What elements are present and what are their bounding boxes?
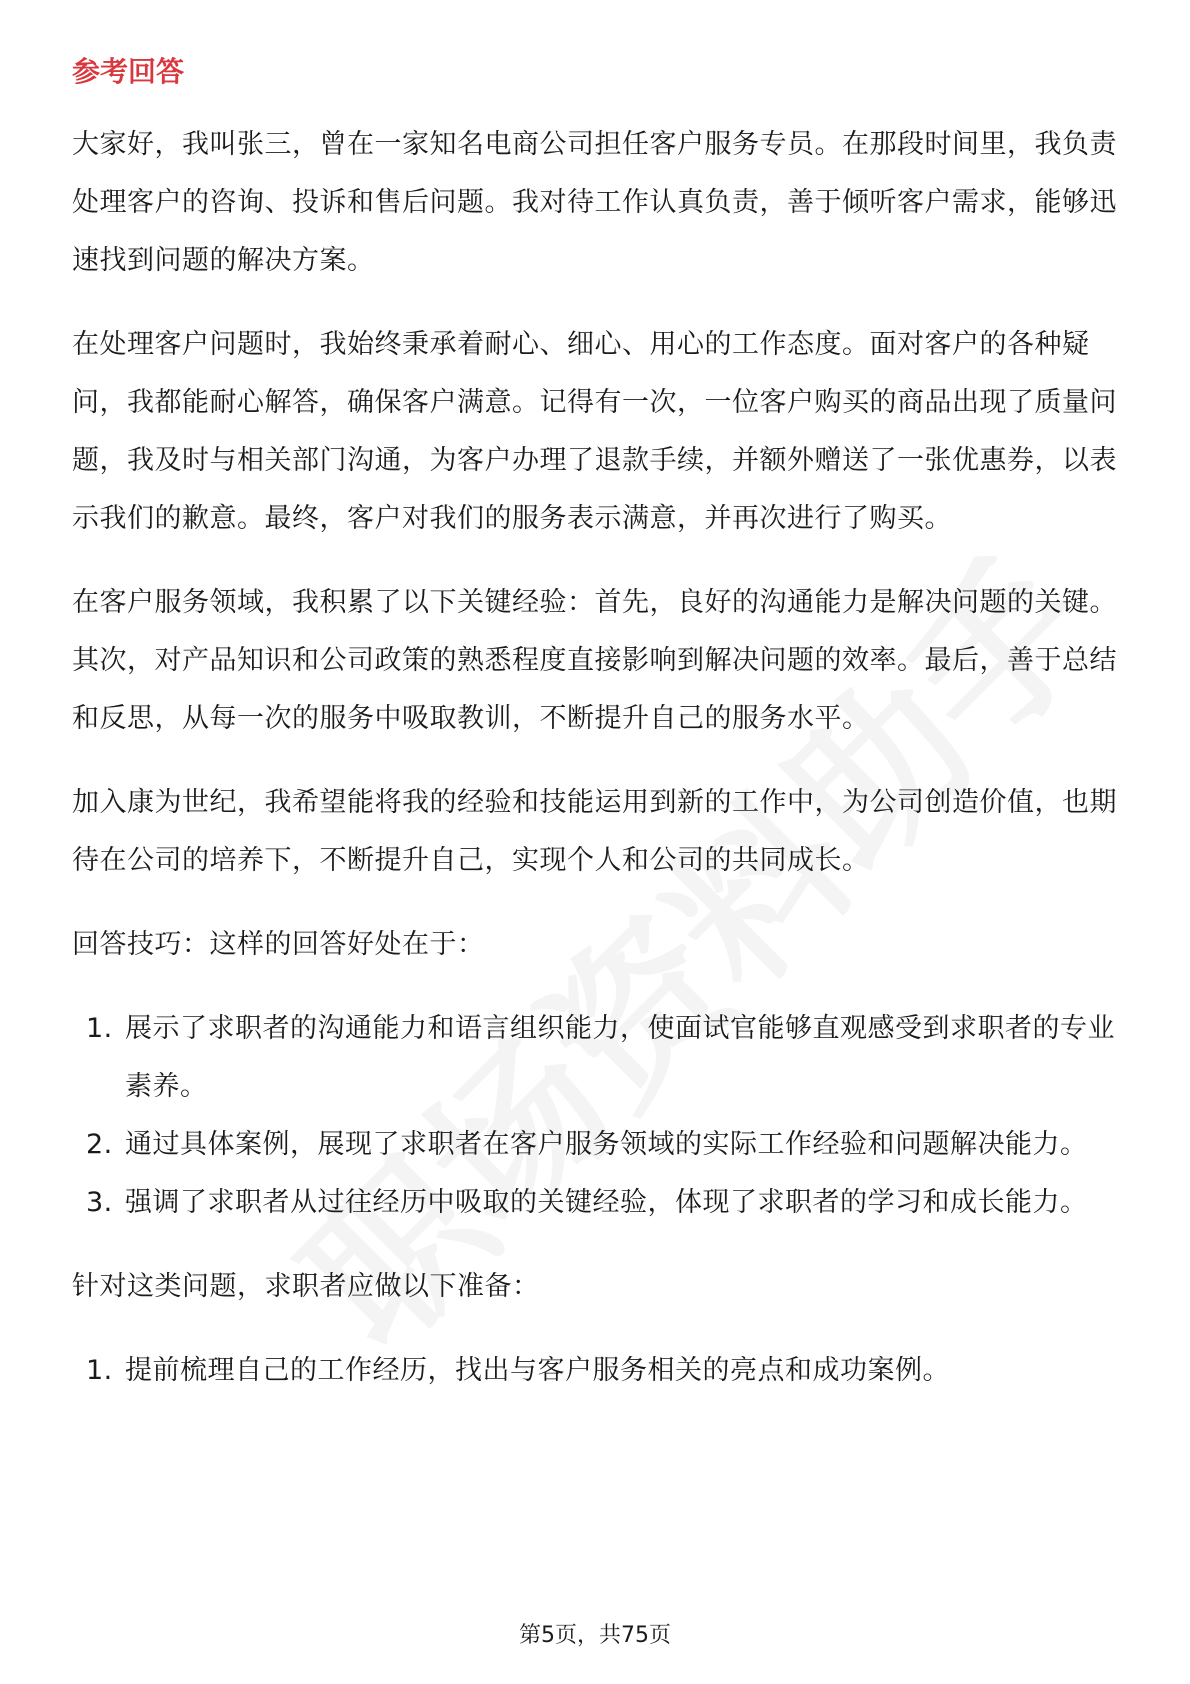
answer-paragraph-3: 在客户服务领域，我积累了以下关键经验：首先，良好的沟通能力是解决问题的关键。其次，对产品知识和公司政策的熟悉程度直接影响到解决问题的效率。最后，善于总结和反思，从每一次的服务中吸取教训，不断提升自己的服务水平。 bbox=[72, 587, 1117, 734]
list-item bbox=[72, 1174, 1120, 1232]
list-text: 强调了求职者从过往经历中吸取的关键经验，体现了求职者的学习和成长能力。 bbox=[125, 1187, 1088, 1218]
list-text: 通过具体案例，展现了求职者在客户服务领域的实际工作经验和问题解决能力。 bbox=[125, 1129, 1088, 1160]
answer-paragraph-1: 大家好，我叫张三，曾在一家知名电商公司担任客户服务专员。在那段时间里，我负责处理客户的咨询、投诉和售后问题。我对待工作认真负责，善于倾听客户需求，能够迅速找到问题的解决方案。 bbox=[72, 129, 1117, 276]
list-text: 展示了求职者的沟通能力和语言组织能力，使面试官能够直观感受到求职者的专业素养。 bbox=[125, 1013, 1115, 1102]
answer-paragraph-2: 在处理客户问题时，我始终秉承着耐心、细心、用心的工作态度。面对客户的各种疑问，我都能耐心解答，确保客户满意。记得有一次，一位客户购买的商品出现了质量问题，我及时与相关部门沟通，为客户办理了退款手续，并额外赠送了一张优惠券，以表示我们的歉意。最终，客户对我们的服务表示满意，并再次进行了购买。 bbox=[72, 329, 1117, 534]
list-text: 提前梳理自己的工作经历，找出与客户服务相关的亮点和成功案例。 bbox=[125, 1355, 950, 1386]
list-item bbox=[72, 1342, 1120, 1400]
prep-list bbox=[72, 1342, 1120, 1400]
page-footer: 第5页，共75页 bbox=[519, 1623, 671, 1648]
answer-paragraph-4: 加入康为世纪，我希望能将我的经验和技能运用到新的工作中，为公司创造价值，也期待在公司的培养下，不断提升自己，实现个人和公司的共同成长。 bbox=[72, 787, 1117, 876]
list-number: 1. bbox=[86, 1013, 113, 1044]
document-page bbox=[72, 48, 1120, 1426]
tips-list bbox=[72, 1000, 1120, 1232]
list-item bbox=[72, 1116, 1120, 1174]
tips-intro: 回答技巧：这样的回答好处在于： bbox=[72, 929, 485, 960]
list-number: 3. bbox=[86, 1187, 113, 1218]
list-number: 1. bbox=[86, 1355, 113, 1386]
prep-intro: 针对这类问题，求职者应做以下准备： bbox=[72, 1271, 540, 1302]
section-heading: 参考回答 bbox=[72, 55, 185, 88]
list-item bbox=[72, 1000, 1120, 1116]
list-number: 2. bbox=[86, 1129, 113, 1160]
